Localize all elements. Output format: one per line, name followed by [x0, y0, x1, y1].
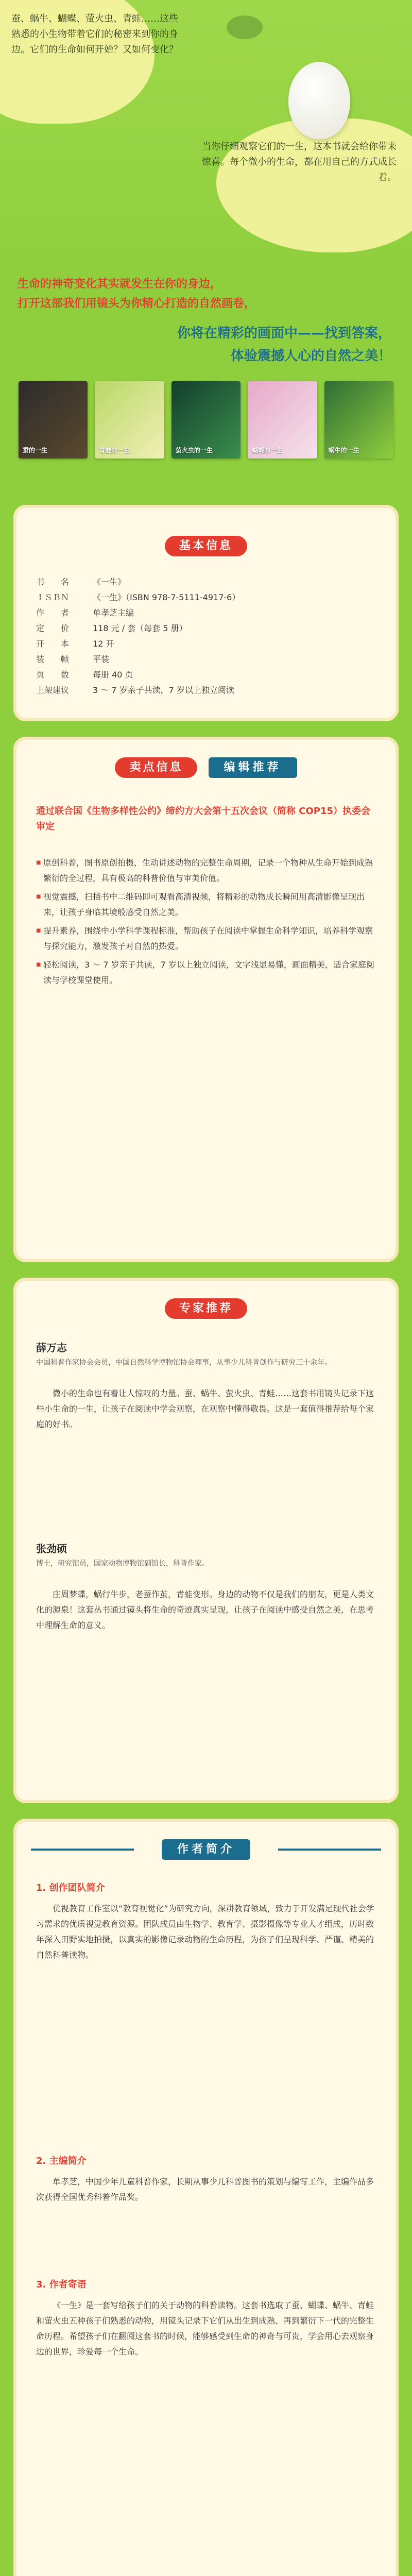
highlight-item: ■ 视觉震撼，扫描书中二维码即可观看高清视频，将精彩的动物成长瞬间用高清影像呈现出来，让孩子身临其境般感受自然之美。 [36, 889, 376, 920]
egg-illustration [288, 62, 350, 139]
info-value: 每册 40 页 [93, 670, 133, 680]
experts-panel [13, 1278, 399, 1803]
expert-name: 薛万志 [36, 1342, 67, 1354]
expert-name: 张劲硕 [36, 1543, 67, 1555]
book-cover-title: 蜗牛的一生 [328, 447, 359, 454]
book-cover-title: 蚕的一生 [23, 447, 48, 454]
highlight-item: ■ 轻松阅读，3 ～ 7 岁亲子共读，7 岁以上独立阅读，文字浅显易懂，画面精美，适合家庭阅读与学校课堂使用。 [36, 957, 376, 988]
slogan-line: 打开这部我们用镜头为你精心打造的自然画卷， [18, 297, 256, 310]
info-value: 《一生》（ISBN 978-7-5111-4917-6） [93, 592, 241, 602]
book-cover[interactable] [248, 381, 317, 459]
info-key: 开 本 [36, 639, 70, 649]
info-row [36, 683, 376, 698]
slogan-block [0, 268, 412, 489]
info-key: 作 者 [36, 608, 70, 618]
expert-recommendation: 庄周梦蝶，蜗行牛步，老蚕作茧，青蛙变形。身边的动物不仅是我们的朋友，更是人类文化的源泉！这套丛书通过镜头将生命的奇迹真实呈现，让孩子在阅读中感受自然之美，在思考中理解生命的意义。 [36, 1589, 374, 1630]
experts-heading [0, 1298, 412, 1322]
info-row [36, 621, 376, 636]
book-cover-title: 青蛙的一生 [99, 447, 130, 454]
insect-illustration [227, 15, 263, 39]
highlight-item: ■ 提升素养，围绕中小学科学课程标准，帮助孩子在阅读中掌握生命科学知识，培养科学观察与探究能力，激发孩子对自然的热爱。 [36, 923, 376, 954]
author-paragraph: 优视教育工作室以“教育视觉化”为研究方向，深耕教育领域，致力于开发满足现代社会学习需求的优质视觉教育资源。团队成员由生物学、教育学、摄影摄像等专业人才组成，历时数年深入田野实地拍摄，以真实的影像记录动物的生命历程，为孩子们呈现科学、严谨、精美的自然科普读物。 [36, 1904, 374, 1960]
book-cover-title: 蝴蝶的一生 [252, 447, 283, 454]
author-heading [0, 1839, 412, 1863]
info-value: 平装 [93, 654, 110, 664]
highlights-heading-label: 编辑推荐 [209, 757, 297, 778]
slogan-line: 你将在精彩的画面中——找到答案， [177, 326, 391, 341]
book-cover[interactable] [171, 381, 241, 459]
info-value: 《一生》 [93, 577, 126, 587]
hero-intro-left: 蚕、蜗牛、蝴蝶、萤火虫、青蛙……这些熟悉的小生物带着它们的秘密来到你的身边。它们的生命如何开始？又如何变化？ [11, 13, 178, 55]
author-paragraph: 单孝芝，中国少年儿童科普作家，长期从事少儿科普图书的策划与编写工作，主编作品多次获得全国优秀科普作品奖。 [36, 2177, 374, 2202]
slogan-line: 生命的神奇变化其实就发生在你的身边， [18, 278, 222, 291]
expert-meta: 中国科普作家协会会员，中国自然科学博物馆协会理事，从事少儿科普创作与研究三十余年。 [36, 1359, 332, 1367]
info-heading [0, 536, 412, 560]
info-key: 定 价 [36, 623, 70, 633]
info-row [36, 590, 376, 605]
book-cover[interactable] [19, 381, 88, 459]
author-subheading: 3. 作者寄语 [36, 2279, 87, 2290]
info-row [36, 636, 376, 652]
book-cover[interactable] [324, 381, 393, 459]
slogan-line: 体验震撼人心的自然之美！ [230, 348, 391, 364]
highlights-heading [0, 757, 412, 781]
info-key: ＩＳＢＮ [36, 592, 70, 602]
info-row [36, 605, 376, 621]
info-value: 3 ～ 7 岁亲子共读，7 岁以上独立阅读 [93, 685, 234, 695]
info-list [36, 574, 376, 698]
info-heading-label: 基本信息 [165, 536, 247, 556]
author-heading-label: 作者简介 [162, 1839, 250, 1860]
highlights-list [36, 855, 376, 991]
highlights-title: 通过联合国《生物多样性公约》缔约方大会第十五次会议（简称 COP15）执委会审定 [36, 806, 371, 832]
hero-banner [0, 0, 412, 268]
expert-meta: 博士，研究馆员，国家动物博物馆副馆长，科普作家。 [36, 1560, 209, 1568]
info-value: 12 开 [93, 639, 114, 649]
author-paragraph: 《一生》是一套写给孩子们的关于动物的科普读物。这套书选取了蚕、蝴蝶、蜗牛、青蛙和萤火虫五种孩子们熟悉的动物，用镜头记录下它们从出生到成熟、再到繁衍下一代的完整生命历程。希望孩子们在翻阅这套书的时候，能够感受到生命的神奇与可贵，学会用心去观察身边的世界，珍爱每一个生命。 [36, 2300, 374, 2357]
info-key: 装 帧 [36, 654, 70, 664]
info-value: 118 元 / 套（每套 5 册） [93, 623, 187, 633]
info-row [36, 652, 376, 667]
author-subheading: 1. 创作团队简介 [36, 1883, 105, 1893]
hero-intro-right: 当你仔细观察它们的一生，这本书就会给你带来惊喜。每个微小的生命，都在用自己的方式成长着。 [202, 141, 397, 183]
expert-recommendation: 微小的生命也有着让人惊叹的力量。蚕、蜗牛、萤火虫、青蛙……这套书用镜头记录下这些小生命的一生，让孩子在阅读中学会观察，在观察中懂得敬畏。这是一套值得推荐给每个家庭的好书。 [36, 1388, 374, 1429]
author-subheading: 2. 主编简介 [36, 2156, 87, 2166]
info-key: 上架建议 [36, 685, 70, 695]
info-row [36, 667, 376, 683]
info-key: 书 名 [36, 577, 70, 587]
book-cover-title: 萤火虫的一生 [175, 447, 213, 454]
info-row [36, 574, 376, 590]
experts-heading-label: 专家推荐 [165, 1298, 247, 1319]
highlight-item: ■ 原创科普，图书原创拍摄，生动讲述动物的完整生命周期，记录一个物种从生命开始到成熟繁衍的全过程，具有极高的科普价值与审美价值。 [36, 855, 376, 886]
highlights-heading-label: 卖点信息 [115, 757, 197, 778]
book-covers [19, 381, 393, 459]
info-value: 单孝芝主编 [93, 608, 134, 618]
book-cover[interactable] [95, 381, 164, 459]
info-key: 页 数 [36, 670, 70, 680]
